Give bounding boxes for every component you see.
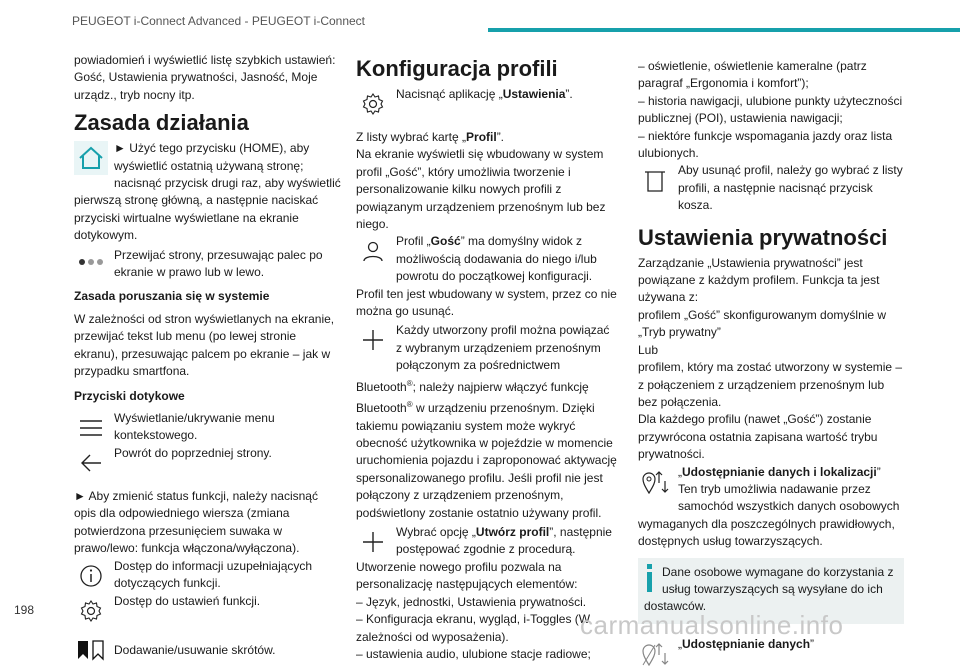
create-rest: Utworzenie nowego profilu pozwala na personalizację następujących elementów: <box>356 559 578 592</box>
menu-paragraph <box>74 410 342 445</box>
page-header-title: PEUGEOT i-Connect Advanced - PEUGEOT i-Connect <box>72 14 366 28</box>
guest-post: ” ma domyślny widok z możliwością dodawania do niego i/lub powrotu do początkowej konfiguracji. Profil ten jest wbudowany w system, przez co nie można go usunąć. <box>356 234 617 319</box>
gear-text: Dostęp do ustawień funkcji. <box>114 593 261 608</box>
bookmark-paragraph <box>74 632 342 667</box>
gear-icon <box>356 87 390 121</box>
home-paragraph <box>74 140 342 244</box>
bookmark-text: Dodawanie/usuwanie skrótów. <box>114 642 276 657</box>
swipe-text: Przewijać strony, przesuwając palec po ekranie w prawo lub w lewo. <box>114 247 323 280</box>
gear-icon <box>74 594 108 628</box>
plus-icon <box>356 323 390 357</box>
info-paragraph <box>74 558 342 593</box>
data-post: ” <box>810 636 815 651</box>
settings-app-post: ”. <box>565 87 573 101</box>
swipe-paragraph <box>74 247 342 282</box>
share-data-paragraph <box>638 636 904 671</box>
home-text: ► Użyć tego przycisku (HOME), aby wyświetlić ostatnią używaną stronę; nacisnąć przycisk drugi raz, aby wyświetlić pierwszą stronę główną, a następnie naciskać przyciski wirtualne wyświetlane na ekranie dotykowym. <box>74 141 341 243</box>
back-arrow-icon <box>74 446 108 480</box>
profile-tab-post: ”. <box>496 130 505 144</box>
guest-profile-paragraph <box>356 233 618 320</box>
trash-text: Aby usunąć profil, należy go wybrać z listy profili, a następnie nacisnąć przycisk kosza. <box>678 163 903 213</box>
column-3 <box>638 58 904 671</box>
create-bold: Utwórz profil <box>475 524 550 539</box>
data-bold: Udostępnianie danych <box>682 636 811 651</box>
list-item: – Konfiguracja ekranu, wygląd, i-Toggles (W zależności od wyposażenia). <box>356 612 591 644</box>
data-pre: „ <box>678 636 682 651</box>
heading-poruszanie: Zasada poruszania się w systemie <box>74 289 270 304</box>
list-item: – ustawienia audio, ulubione stacje radiowe; <box>356 646 591 661</box>
back-paragraph <box>74 445 342 480</box>
pair-text-3: w urządzeniu przenośnym. Dzięki takiemu powiązaniu system może wykryć obecność użytkownika w pojeździe w momencie uruchomienia pojazdu i zaproponować aktywację spersonalizowanego profilu. Jeśli profil nie jest połączony z urządzeniem przenośnym, podświetlony zostanie ostatnio używany profil. <box>356 401 617 520</box>
create-pre: Wybrać opcję „ <box>396 524 476 539</box>
pair-profile-paragraph <box>356 322 618 521</box>
registered-mark: ® <box>406 400 413 410</box>
list-item: – niektóre funkcje wspomagania jazdy oraz lista ulubionych. <box>638 128 893 161</box>
guest-bold: Gość <box>430 234 461 249</box>
menu-icon <box>74 411 108 445</box>
share-bold: Udostępnianie danych i lokalizacji <box>682 464 877 479</box>
watermark: carmanualsonline.info <box>580 610 844 640</box>
heading-przyciski-dotykowe: Przyciski dotykowe <box>74 388 185 403</box>
heading-ustawienia-prywatnosci: Ustawienia prywatności <box>638 224 888 250</box>
user-icon <box>356 234 390 268</box>
trash-icon <box>638 163 672 197</box>
heading-konfiguracja-profili: Konfiguracja profili <box>356 56 558 81</box>
header-accent-bar <box>488 28 960 32</box>
list-item: – Język, jednostki, Ustawienia prywatności. <box>356 594 587 609</box>
info-text: Dostęp do informacji uzupełniających dotyczących funkcji. <box>114 558 313 590</box>
list-item: – historia nawigacji, ulubione punkty użyteczności publicznej (POI), ustawienia nawigacji; <box>638 93 903 126</box>
intro-paragraph: powiadomień i wyświetlić listę szybkich ustawień: Gość, Ustawienia prywatności, Jasność, Moje urządz., tryb nocny itp. <box>74 53 336 102</box>
pair-text-1: Każdy utworzony profil można powiązać z wybranym urządzeniem przenośnym połączonym za pośrednictwem Bluetooth <box>356 323 610 394</box>
share-rest: Ten tryb umożliwia nadawanie przez samochód wszystkich danych osobowych wymaganych dla poszczególnych prawidłowych, dostępnych usług towarzyszących. <box>638 481 900 549</box>
info-note-icon <box>644 564 654 592</box>
share-data-location-paragraph <box>638 464 904 551</box>
info-icon <box>74 559 108 593</box>
settings-app-pre: Nacisnąć aplikację „ <box>396 87 503 101</box>
column-1 <box>74 52 342 667</box>
registered-mark: ® <box>406 378 413 388</box>
share-pre: „ <box>678 464 682 479</box>
column-2 <box>356 52 618 663</box>
back-text: Powrót do poprzedniej strony. <box>114 445 272 460</box>
profile-tab-paragraph <box>356 129 618 233</box>
location-data-icon <box>638 465 672 499</box>
trash-paragraph <box>638 162 904 214</box>
create-post: ”, następnie postępować zgodnie z procedurą. <box>396 524 612 557</box>
share-post: ” <box>876 464 881 479</box>
heading-zasada-dzialania: Zasada działania <box>74 110 249 136</box>
bookmark-icon <box>74 633 108 667</box>
note-text: Dane osobowe wymagane do korzystania z usług towarzyszących są wysyłane do ich dostawców. <box>644 564 894 614</box>
guest-pre: Profil „ <box>396 234 431 249</box>
location-data-icon <box>638 637 672 671</box>
status-paragraph: ► Aby zmienić status funkcji, należy nacisnąć opis dla odpowiedniego wiersza (zmiana potwierdzona przesunięciem suwaka w prawo/lewo: funkcja włączona/wyłączona). <box>74 488 318 556</box>
menu-text: Wyświetlanie/ukrywanie menu kontekstowego. <box>114 410 275 443</box>
gear-paragraph <box>74 593 342 628</box>
privacy-paragraph: Zarządzanie „Ustawienia prywatności” jest powiązane z każdym profilem. Funkcja ta jest używana z: profilem „Gość” skonfigurowanym domyślnie w „Tryb prywatny” Lub profilem, który ma zostać utworzony w systemie – z połączeniem z urządzeniem przenośnym lub bez połączenia. Dla każdego profilu (nawet „Gość”) zostanie przywrócona ostatnia zapisana wartość trybu prywatności. <box>638 255 903 462</box>
list-item: – oświetlenie, oświetlenie kameralne (patrz paragraf „Ergonomia i komfort”); <box>638 59 867 91</box>
swipe-dots-icon <box>74 248 108 276</box>
profile-tab-bold: Profil <box>466 130 497 144</box>
page-number: 198 <box>14 603 35 617</box>
plus-icon <box>356 525 390 559</box>
settings-app-bold: Ustawienia <box>502 87 566 101</box>
settings-app-paragraph <box>356 86 618 121</box>
profile-tab-pre: Z listy wybrać kartę „ <box>356 130 467 144</box>
pair-text-2: ; należy najpierw włączyć funkcję Bluetooth <box>356 379 589 416</box>
poruszanie-paragraph: W zależności od stron wyświetlanych na ekranie, przewijać tekst lub menu (po lewej stronie ekranu), przesuwając palcem po ekranie – jak w przypadku smartfona. <box>74 311 335 379</box>
home-icon <box>74 141 108 175</box>
profile-tab-rest: Na ekranie wyświetli się wbudowany w system profil „Gość”, który umożliwia tworzenie i personalizowanie kilku nowych profili z powiązanym urządzeniem przenośnym lub bez niego. <box>356 147 606 232</box>
create-profile-paragraph <box>356 524 618 559</box>
